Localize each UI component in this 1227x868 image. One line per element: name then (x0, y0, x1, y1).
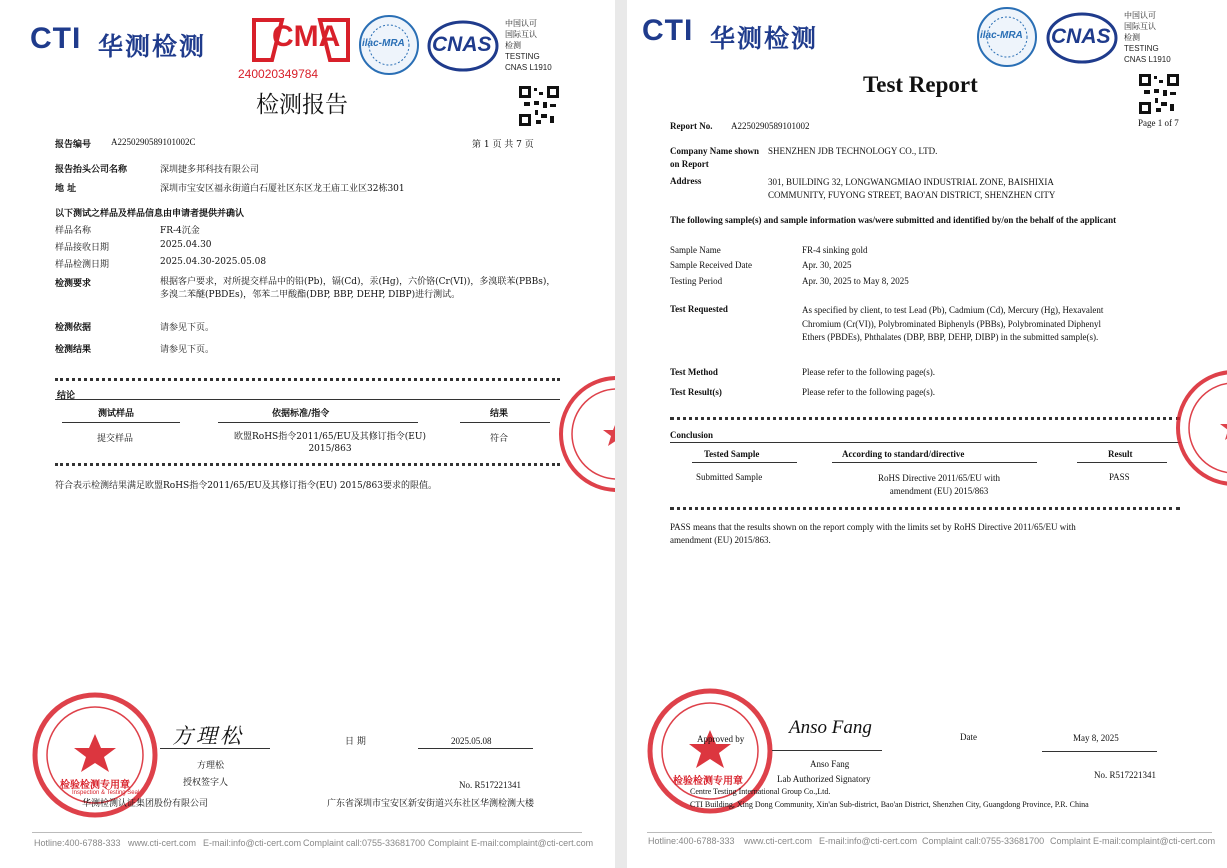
result-label: Test Result(s) (670, 387, 722, 397)
divider (460, 422, 550, 423)
td-standard: RoHS Directive 2011/65/EU with amendment (EU) 2015/863 (878, 473, 1000, 496)
company-name: SHENZHEN JDB TECHNOLOGY CO., LTD. (768, 146, 938, 156)
divider (62, 422, 180, 423)
address: 301, BUILDING 32, LONGWANGMIAO INDUSTRIAL ZONE, BAISHIXIA COMMUNITY, FUYONG STREET, BAO'AN DISTRICT, SHENZHEN CITY (768, 177, 1056, 200)
td-result: PASS (1109, 472, 1130, 482)
cnas-text: CNAS (432, 33, 492, 56)
testing-period: Apr. 30, 2025 to May 8, 2025 (802, 276, 909, 286)
ilac-mra-logo (976, 6, 1038, 68)
cma-number: 240020349784 (238, 67, 319, 81)
signature: 方理松 (172, 724, 244, 748)
signer-title: 授权签字人 (183, 778, 229, 788)
conclusion-note: PASS means that the results shown on the report comply with the limits set by RoHS Directive 2011/65/EU with amendment (EU) 2015/863. (670, 522, 1076, 545)
ilac-text: ilac-MRA (362, 38, 405, 49)
report-no-label: Report No. (670, 121, 713, 131)
address-label: Address (670, 176, 702, 186)
received-date: Apr. 30, 2025 (802, 260, 852, 270)
date-label: 日 期 (345, 737, 366, 747)
result-text: Please refer to the following page(s). (802, 387, 935, 397)
cti-logo: CTI (30, 22, 82, 55)
signature-line (160, 748, 270, 749)
company-name: 深圳捷多邦科技有限公司 (160, 165, 260, 175)
divider (670, 442, 1180, 443)
result-label: 检测结果 (55, 345, 92, 355)
dotted-divider (670, 507, 1180, 510)
result-text: 请参见下页。 (160, 345, 215, 355)
divider (692, 462, 797, 463)
testing-period: 2025.04.30-2025.05.08 (160, 257, 267, 267)
serial-no: No. R517221341 (459, 780, 522, 790)
cnas-text: CNAS (1051, 25, 1111, 48)
footer-hotline: Hotline:400-6788-333 (648, 836, 735, 846)
cnas-note: 中国认可 国际互认 检测 TESTING CNAS L1910 (1124, 11, 1171, 64)
th-standard: According to standard/directive (842, 449, 965, 459)
sample-name-label: 样品名称 (55, 226, 92, 236)
report-title: 检测报告 (256, 92, 348, 118)
cma-text: CMA (272, 20, 341, 53)
received-date: 2025.04.30 (160, 240, 212, 250)
sample-name-label: Sample Name (670, 245, 721, 255)
ilac-text: ilac-MRA (980, 30, 1023, 41)
cti-logo-chinese: 华测检测 (710, 24, 819, 53)
method-label: Test Method (670, 367, 718, 377)
td-sample: Submitted Sample (696, 472, 763, 482)
footer-complaint-call: Complaint call:0755-33681700 (303, 838, 426, 848)
stamp-en-text: Inspection & Testing Seal (72, 790, 140, 796)
received-label: 样品接收日期 (55, 243, 110, 253)
address-footer: CTI Building, Xing Dong Community, Xin'an Sub-district, Bao'an District, Shenzhen City, Guangdong Province, P.R. China (690, 800, 1089, 809)
report-no: A2250290589101002C (111, 137, 196, 147)
divider (832, 462, 1037, 463)
sample-name: FR-4沉金 (160, 226, 200, 236)
company-footer: 华测检测认证集团股份有限公司 (82, 799, 209, 809)
date-value: 2025.05.08 (451, 736, 492, 746)
requirement-text: 根据客户要求，对所提交样品中的铅(Pb)，镉(Cd)，汞(Hg)，六价铬(Cr(VI))，多溴联苯(PBBs)，多溴二苯醚(PBDEs)，邻苯二甲酸酯(DBP, BBP, DEHP, DIBP)进行测试。 (160, 277, 556, 300)
signer-name: 方理松 (197, 761, 225, 771)
conclusion-label: Conclusion (670, 430, 714, 440)
stamp-partial (555, 372, 615, 502)
divider (55, 399, 560, 400)
basis-label: 检测依据 (55, 323, 92, 333)
conclusion-label: 结论 (57, 391, 76, 401)
th-sample: 测试样品 (98, 409, 135, 419)
td-sample: 提交样品 (97, 434, 134, 444)
basis-text: 请参见下页。 (160, 323, 215, 333)
cnas-note: 中国认可 国际互认 检测 TESTING CNAS L1910 (505, 19, 552, 72)
page-info: Page 1 of 7 (1138, 118, 1179, 128)
footer-website: www.cti-cert.com (128, 838, 197, 848)
sample-intro: 以下测试之样品及样品信息由申请者提供并确认 (55, 209, 245, 219)
dotted-divider (55, 463, 560, 466)
date-line (1042, 751, 1157, 752)
requirement-text: As specified by client, to test Lead (Pb), Cadmium (Cd), Mercury (Hg), Hexavalent Chromium (Cr(VI)), Polybrominated Biphenyls (PBBs), Polybrominated Diphenyl Ethers (PBDEs), Phthalates (DBP, BBP, DEHP, DIBP) in the submitted sample(s). (802, 305, 1104, 342)
received-label: Sample Received Date (670, 260, 752, 270)
cnas-logo (1047, 12, 1117, 64)
footer-email: E-mail:info@cti-cert.com (203, 838, 302, 848)
th-result: 结果 (490, 409, 509, 419)
address: 深圳市宝安区福永街道白石厦社区东区龙王庙工业区32栋301 (160, 184, 405, 194)
cnas-logo (428, 20, 498, 72)
stamp-center-text: 检验检测专用章 (673, 776, 743, 787)
footer-website: www.cti-cert.com (744, 836, 813, 846)
dotted-divider (670, 417, 1180, 420)
requirement-label: Test Requested (670, 304, 728, 314)
footer-email: E-mail:info@cti-cert.com (819, 836, 918, 846)
th-sample: Tested Sample (704, 449, 760, 459)
signature: Anso Fang (789, 717, 872, 738)
th-standard: 依据标准/指令 (272, 409, 330, 419)
date-value: May 8, 2025 (1073, 733, 1119, 743)
approved-label: Approved by (697, 734, 745, 744)
qr-code (519, 86, 559, 126)
official-stamp (645, 686, 775, 816)
footer-divider (647, 832, 1212, 833)
stamp-partial (1172, 366, 1227, 496)
address-label: 地 址 (55, 184, 77, 194)
td-standard: 欧盟RoHS指令2011/65/EU及其修订指令(EU) 2015/863 (234, 432, 426, 454)
sample-name: FR-4 sinking gold (802, 245, 868, 255)
divider (1077, 462, 1167, 463)
method-text: Please refer to the following page(s). (802, 367, 935, 377)
sample-intro: The following sample(s) and sample information was/were submitted and identified by/on the behalf of the applicant (670, 215, 1117, 225)
company-footer: Centre Testing International Group Co.,Ltd. (690, 787, 831, 796)
signer-name: Anso Fang (810, 759, 850, 769)
footer-divider (32, 832, 582, 833)
testing-label: 样品检测日期 (55, 260, 110, 270)
qr-code (1139, 74, 1179, 114)
td-result: 符合 (490, 434, 509, 444)
report-title: Test Report (863, 72, 978, 97)
serial-no: No. R517221341 (1094, 770, 1157, 780)
page-info: 第 1 页 共 7 页 (472, 140, 534, 150)
cti-logo-chinese: 华测检测 (98, 32, 207, 61)
footer-hotline: Hotline:400-6788-333 (34, 838, 121, 848)
conclusion-note: 符合表示检测结果满足欧盟RoHS指令2011/65/EU及其修订指令(EU) 2015/863要求的限值。 (55, 481, 437, 491)
th-result: Result (1108, 449, 1133, 459)
requirement-label: 检测要求 (55, 279, 92, 289)
report-no: A2250290589101002 (731, 121, 810, 131)
company-label: Company Name shown on Report (670, 146, 760, 169)
report-page-english (627, 0, 1227, 868)
footer-complaint-email: Complaint E-mail:complaint@cti-cert.com (1050, 836, 1216, 846)
cti-logo: CTI (642, 14, 694, 47)
ilac-mra-logo (358, 14, 420, 76)
divider (218, 422, 418, 423)
signer-title: Lab Authorized Signatory (777, 774, 871, 784)
cma-logo (238, 14, 350, 81)
company-label: 报告抬头公司名称 (55, 165, 128, 175)
footer-complaint-call: Complaint call:0755-33681700 (922, 836, 1045, 846)
report-no-label: 报告编号 (55, 140, 92, 150)
dotted-divider (55, 378, 560, 381)
stamp-center-text: 检验检测专用章 (60, 780, 130, 791)
footer-complaint-email: Complaint E-mail:complaint@cti-cert.com (428, 838, 594, 848)
testing-label: Testing Period (670, 276, 723, 286)
date-label: Date (960, 732, 977, 742)
address-footer: 广东省深圳市宝安区新安街道兴东社区华测检测大楼 (327, 799, 535, 809)
date-line (418, 748, 533, 749)
signature-line (772, 750, 882, 751)
